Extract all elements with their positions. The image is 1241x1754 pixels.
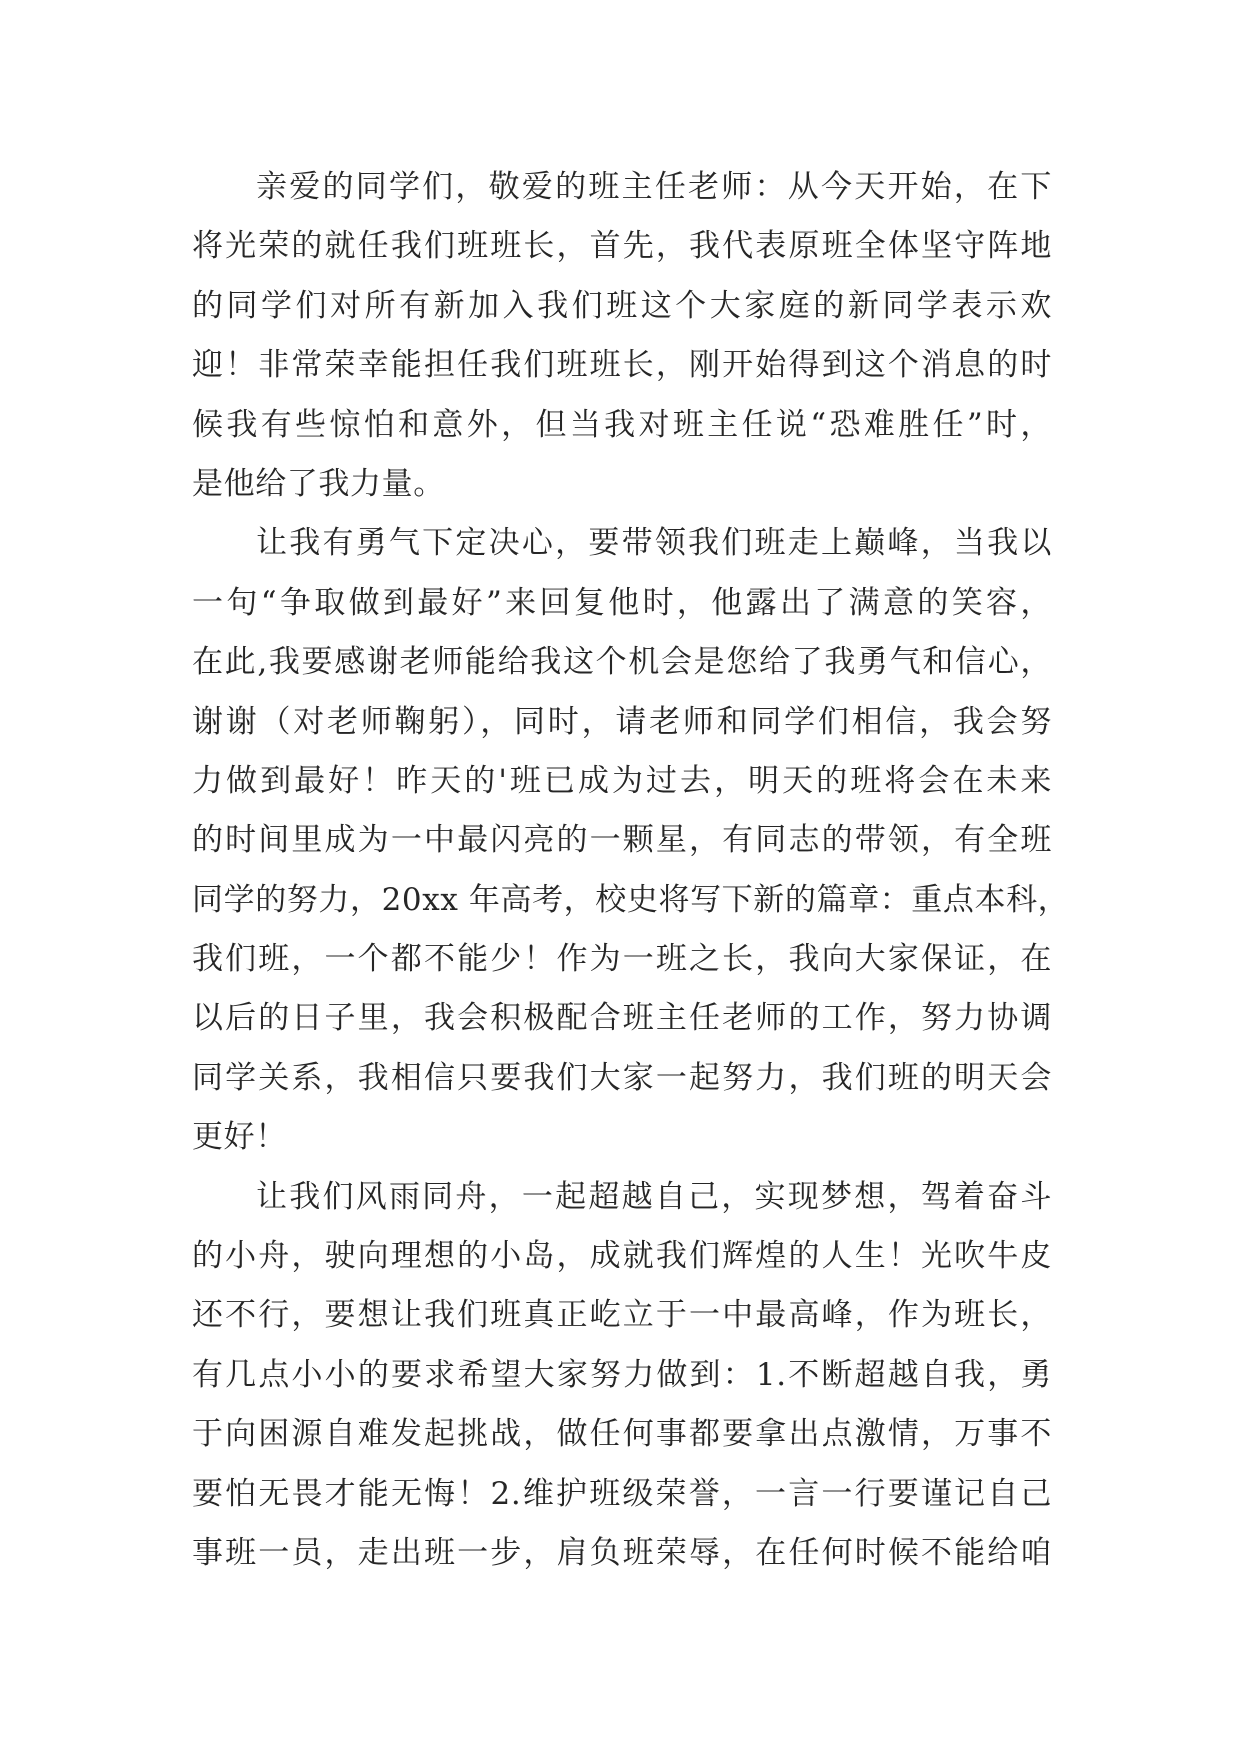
text-line: 在此,我要感谢老师能给我这个机会是您给了我勇气和信心， (192, 644, 1052, 681)
text-line: 是他给了我力量。 (192, 465, 445, 502)
text-line: 的同学们对所有新加入我们班这个大家庭的新同学表示欢 (192, 287, 1052, 324)
text-line: 谢谢（对老师鞠躬），同时，请老师和同学们相信，我会努 (192, 703, 1052, 740)
text-line: 更好！ (192, 1119, 287, 1156)
text-line: 候我有些惊怕和意外，但当我对班主任说“恐难胜任”时， (192, 406, 1052, 443)
text-line: 有几点小小的要求希望大家努力做到：1.不断超越自我，勇 (192, 1356, 1052, 1393)
text-line: 事班一员，走出班一步，肩负班荣辱，在任何时候不能给咱 (192, 1534, 1052, 1571)
text-line: 同学关系，我相信只要我们大家一起努力，我们班的明天会 (192, 1059, 1052, 1096)
text-line: 的小舟，驶向理想的小岛，成就我们辉煌的人生！光吹牛皮 (192, 1238, 1052, 1275)
text-line: 要怕无畏才能无悔！2.维护班级荣誉，一言一行要谨记自己 (192, 1475, 1052, 1512)
text-line: 将光荣的就任我们班班长，首先，我代表原班全体坚守阵地 (192, 228, 1052, 265)
text-line: 我们班，一个都不能少！作为一班之长，我向大家保证，在 (192, 941, 1052, 978)
text-line: 力做到最好！昨天的'班已成为过去，明天的班将会在未来 (192, 762, 1052, 799)
text-line: 同学的努力，20xx 年高考，校史将写下新的篇章：重点本科， (192, 881, 1070, 918)
text-line: 让我们风雨同舟，一起超越自己，实现梦想，驾着奋斗 (256, 1178, 1052, 1215)
text-line: 亲爱的同学们，敬爱的班主任老师：从今天开始，在下 (256, 169, 1052, 205)
document-body (192, 158, 1070, 1583)
text-line: 让我有勇气下定决心，要带领我们班走上巅峰，当我以 (256, 525, 1052, 562)
text-line: 还不行，要想让我们班真正屹立于一中最高峰，作为班长， (192, 1297, 1052, 1334)
text-line: 的时间里成为一中最闪亮的一颗星，有同志的带领，有全班 (192, 822, 1052, 859)
text-line: 以后的日子里，我会积极配合班主任老师的工作，努力协调 (192, 1000, 1052, 1037)
text-line: 一句“争取做到最好”来回复他时，他露出了满意的笑容， (192, 584, 1052, 621)
text-line: 于向困源自难发起挑战，做任何事都要拿出点激情，万事不 (192, 1416, 1052, 1453)
text-line: 迎！非常荣幸能担任我们班班长，刚开始得到这个消息的时 (192, 347, 1052, 384)
